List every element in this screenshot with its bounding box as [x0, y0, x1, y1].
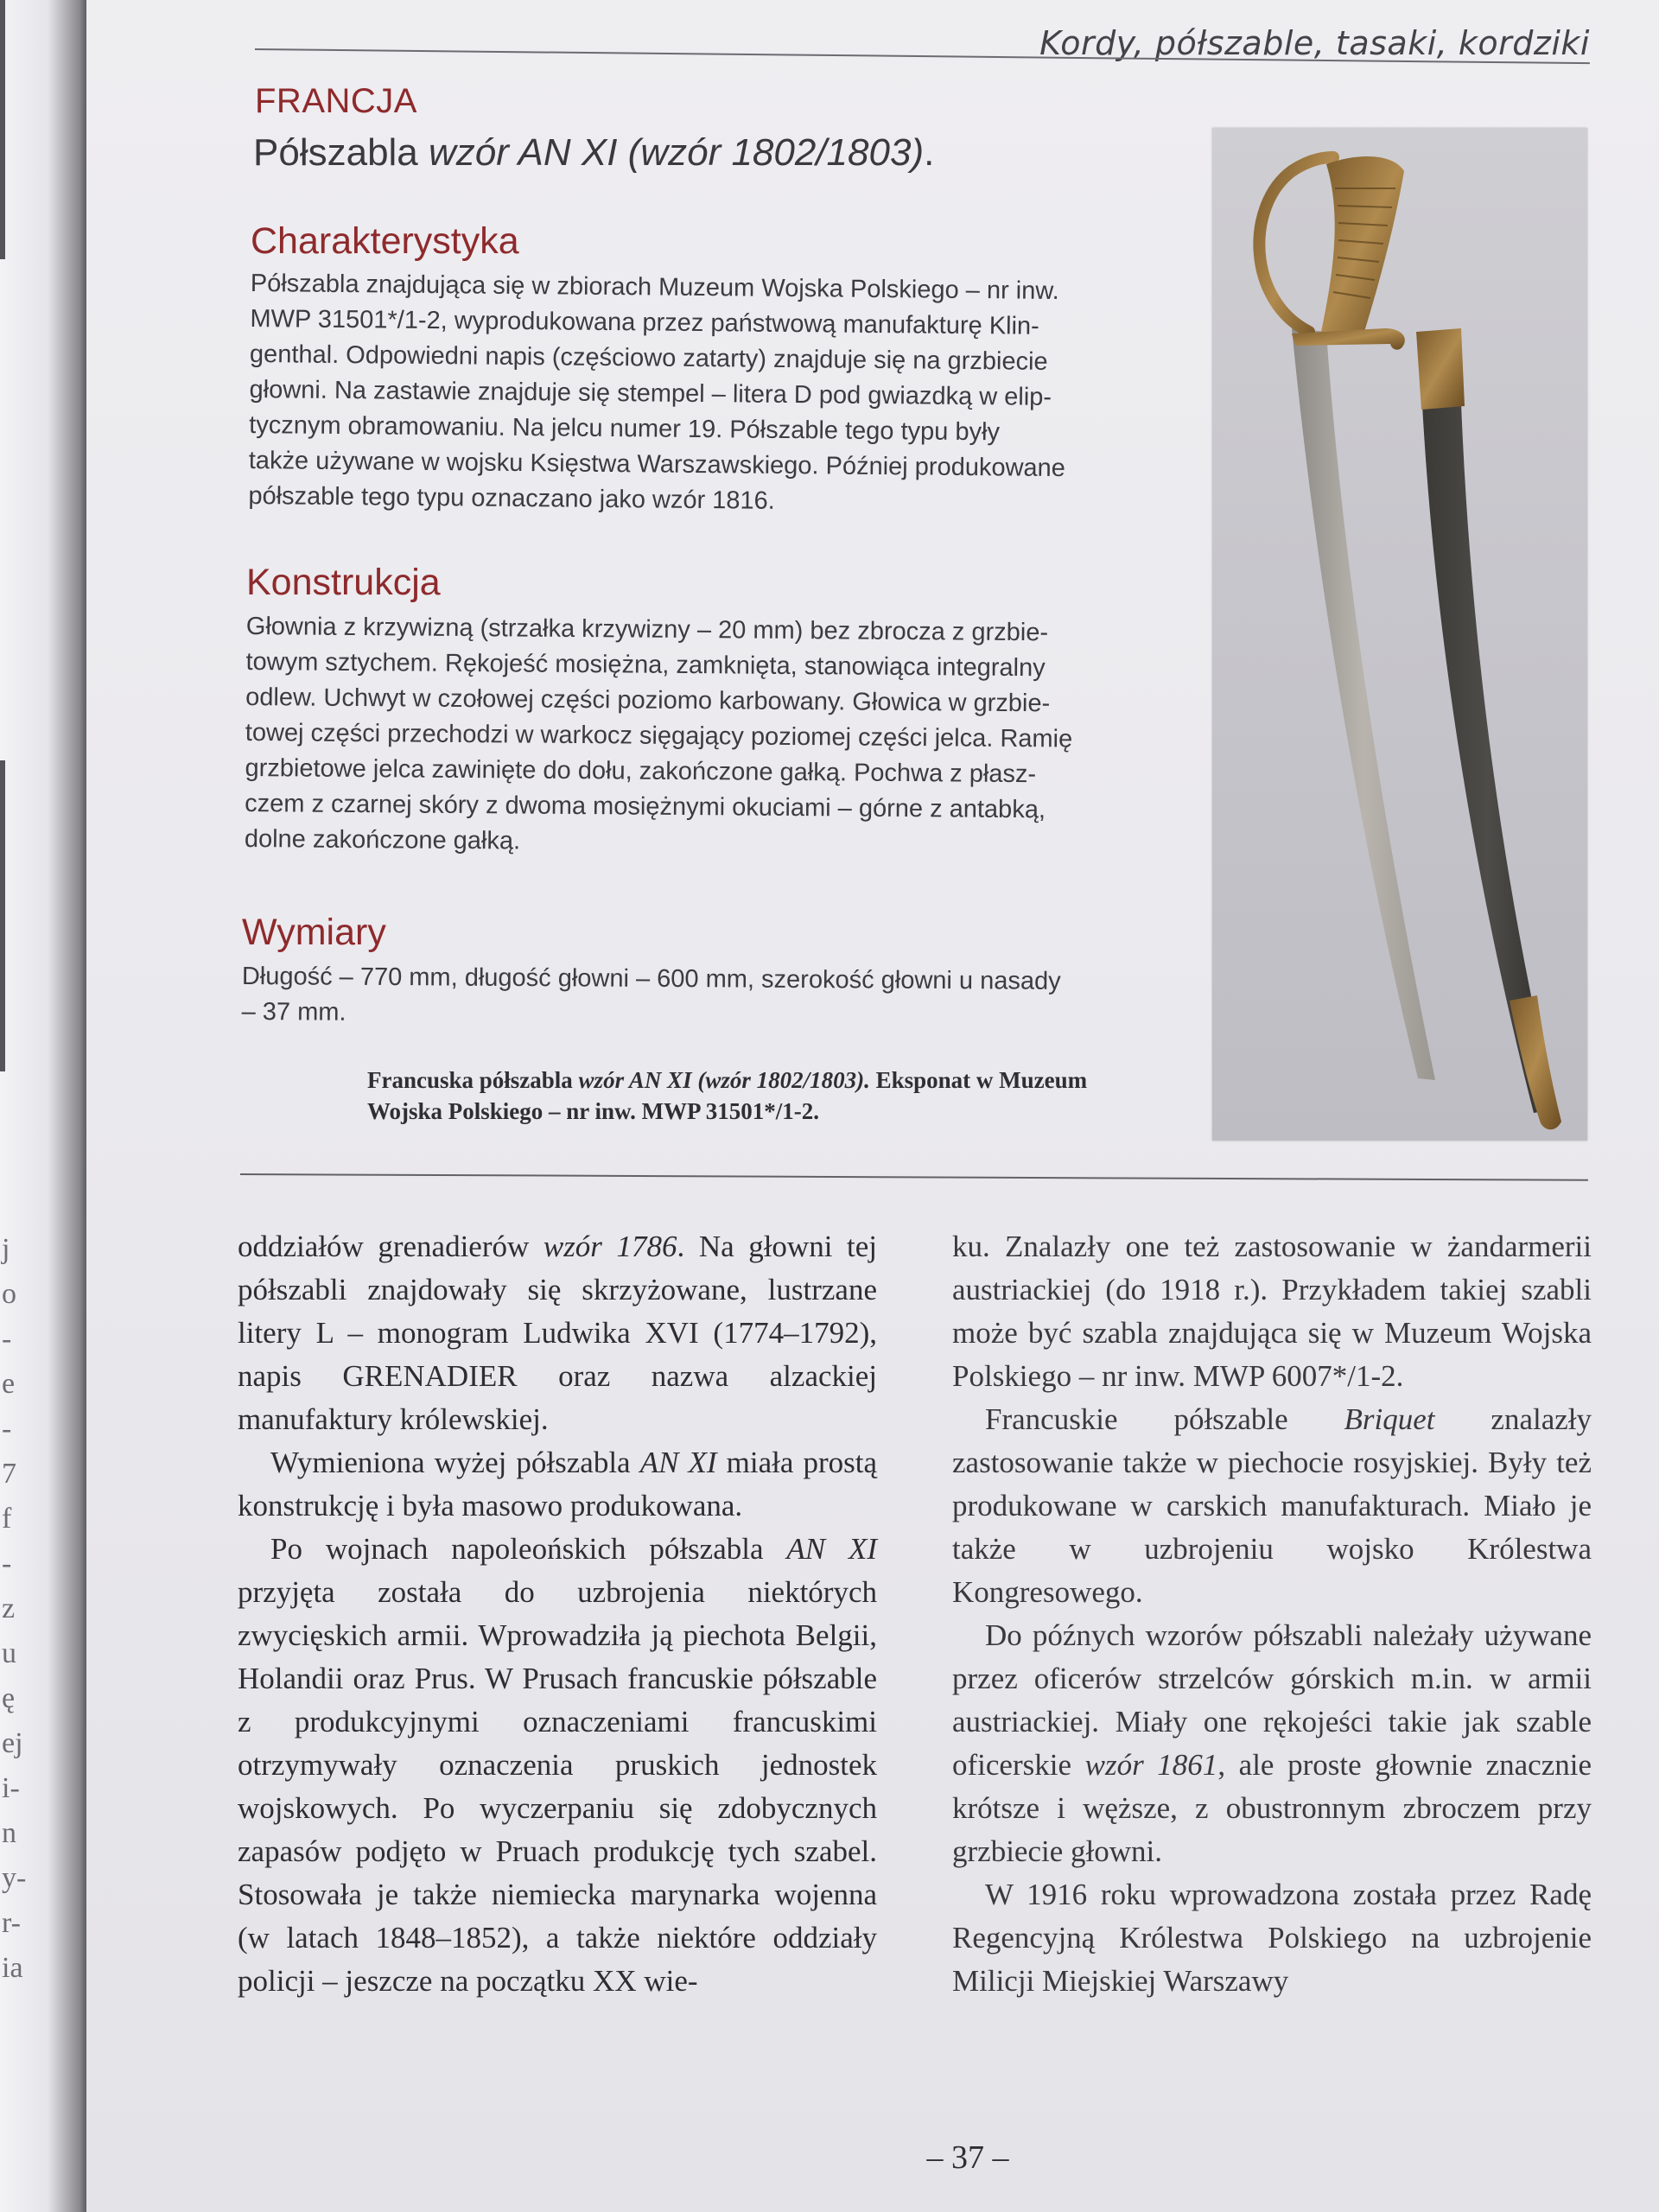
grip [1321, 156, 1404, 332]
prev-page-glyph: ej [2, 1727, 23, 1759]
previous-page-edge [0, 0, 86, 2212]
charakterystyka-line: Półszabla znajdująca się w zbiorach Muzeum Wojska Polskiego – nr inw. [250, 269, 1059, 305]
previous-page-text-fragments [2, 1227, 27, 1991]
sabre-photograph [1212, 128, 1587, 1141]
wymiary-line: Długość – 770 mm, długość głowni – 600 mm, szerokość głowni u nasady [241, 962, 1061, 995]
charakterystyka-line: genthal. Odpowiedni napis (częściowo zatarty) znajduje się na grzbiecie [249, 340, 1048, 376]
konstrukcja-line: towym sztychem. Rękojeść mosiężna, zamknięta, stanowiąca integralny [245, 647, 1046, 683]
scabbard-throat [1416, 328, 1465, 410]
prev-page-glyph: n [2, 1817, 16, 1849]
prev-page-glyph: ę [2, 1682, 16, 1714]
konstrukcja-line: towej części przechodzi w warkocz sięgający poziomej części jelca. Ramię [245, 718, 1073, 753]
konstrukcja-line: Głownia z krzywizną (strzałka krzywizny – 20 mm) bez zbrocza z grzbie- [245, 612, 1049, 647]
prev-page-glyph: - [2, 1548, 12, 1580]
paragraph: oddziałów grenadierów wzór 1786. Na głowni tej półszabli znajdowały się skrzyżowane, lustrzane litery L – monogram Ludwika XVI (1774–1792), napis GRENADIER oraz nazwa alzackiej manufaktury królewskiej. [238, 1230, 877, 1436]
konstrukcja-line: odlew. Uchwyt w czołowej części poziomo karbowany. Głowica w grzbie- [245, 683, 1051, 718]
konstrukcja-line: czem z czarnej skóry z dwoma mosiężnymi okuciami – górne z antabką, [245, 789, 1046, 824]
running-head: Kordy, półszable, tasaki, kordziki [1039, 24, 1590, 62]
prev-page-glyph: j [2, 1233, 10, 1265]
page-shadow [0, 760, 5, 1071]
prev-page-glyph: 7 [2, 1458, 16, 1490]
right-text-column [952, 1225, 1592, 2003]
prev-page-glyph: u [2, 1637, 16, 1669]
prev-page-glyph: z [2, 1592, 16, 1624]
konstrukcja-text [245, 609, 1074, 864]
konstrukcja-line: dolne zakończone gałką. [244, 824, 521, 855]
konstrukcja-line: grzbietowe jelca zawinięte do dołu, zakończone gałką. Pochwa z płasz- [245, 753, 1037, 789]
prev-page-glyph: f [2, 1503, 12, 1535]
blade [1292, 328, 1435, 1080]
prev-page-glyph: o [2, 1278, 16, 1310]
item-title: Półszabla wzór AN XI (wzór 1802/1803). [253, 131, 935, 174]
paragraph: W 1916 roku wprowadzona została przez Radę Regencyjną Królestwa Polskiego na uzbrojenie Milicji Miejskiej Warszawy [952, 1878, 1592, 1998]
charakterystyka-text [248, 266, 1067, 522]
book-page [86, 0, 1659, 2212]
section-heading-konstrukcja: Konstrukcja [246, 562, 441, 603]
wymiary-text [241, 959, 1060, 1035]
prev-page-glyph: ia [2, 1952, 23, 1984]
charakterystyka-line: także używane w wojsku Księstwa Warszawskiego. Później produkowane [248, 446, 1066, 483]
section-divider-rule [240, 1173, 1588, 1181]
prev-page-glyph: i- [2, 1772, 20, 1804]
caption-line-2: Wojska Polskiego – nr inw. MWP 31501*/1-2. [367, 1098, 820, 1124]
wymiary-line: – 37 mm. [241, 997, 346, 1027]
paragraph: ku. Znalazły one też zastosowanie w żandarmerii austriackiej (do 1918 r.). Przykładem takiej szabli może być szabla znajdująca się w Muzeum Wojska Polskiego – nr inw. MWP 6007*/1-2. [952, 1230, 1592, 1393]
prev-page-glyph: y- [2, 1862, 27, 1894]
page-shadow [0, 0, 5, 259]
left-text-column [238, 1225, 877, 2003]
charakterystyka-line: półszable tego typu oznaczano jako wzór 1816. [248, 481, 775, 515]
charakterystyka-line: tycznym obramowaniu. Na jelcu numer 19. Półszable tego typu były [249, 410, 1001, 447]
prev-page-glyph: e [2, 1368, 16, 1400]
section-heading-charakterystyka: Charakterystyka [251, 220, 519, 262]
sabre-and-scabbard-illustration [1212, 128, 1587, 1141]
paragraph: Wymieniona wyżej półszabla AN XI miała prostą konstrukcję i była masowo produkowana. [238, 1446, 878, 1522]
prev-page-glyph: r- [2, 1907, 21, 1939]
page-number: – 37 – [926, 2139, 1009, 2176]
charakterystyka-line: głowni. Na zastawie znajduje się stempel – litera D pod gwiazdką w elip- [249, 375, 1052, 411]
paragraph: Po wojnach napoleońskich półszabla AN XI przyjęta została do uzbrojenia niektórych zwycięskich armii. Wprowadziła ją piechota Belgii, Holandii oraz Prus. W Prusach francuskie półszable z produkcyjnymi oznaczeniami francuskimi otrzymywały oznaczenia pruskich jednostek wojskowych. Po wyczerpaniu się zdobycznych zapasów podjęto w Pruach produkcję tych szabel. Stosowała je także niemiecka marynarka wojenna (w latach 1848–1852), a także niektóre oddziały policji – jeszcze na początku XX wie- [238, 1532, 877, 1998]
paragraph: Do późnych wzorów półszabli należały używane przez oficerów strzelców górskich m.in. w armii austriackiej. Miały one rękojeści takie jak szable oficerskie wzór 1861, ale proste głownie znacznie krótsze i węższe, z obustronnym zbroczem przy grzbiecie głowni. [952, 1618, 1592, 1868]
section-heading-wymiary: Wymiary [242, 912, 386, 953]
prev-page-glyph: - [2, 1323, 12, 1355]
knuckle-bow [1259, 157, 1333, 332]
country-heading: FRANCJA [255, 82, 417, 120]
paragraph: Francuskie półszable Briquet znalazły zastosowanie także w piechocie rosyjskiej. Były też produkowane w carskich manufakturach. Miało je także w uzbrojeniu wojsko Królestwa Kongresowego. [952, 1402, 1592, 1609]
photo-caption [367, 1065, 1214, 1127]
prev-page-glyph: - [2, 1413, 12, 1445]
charakterystyka-line: MWP 31501*/1-2, wyprodukowana przez państwową manufakturę Klin- [250, 304, 1039, 340]
caption-line-1: Francuska półszabla wzór AN XI (wzór 1802/1803). Eksponat w Muzeum [367, 1067, 1088, 1093]
